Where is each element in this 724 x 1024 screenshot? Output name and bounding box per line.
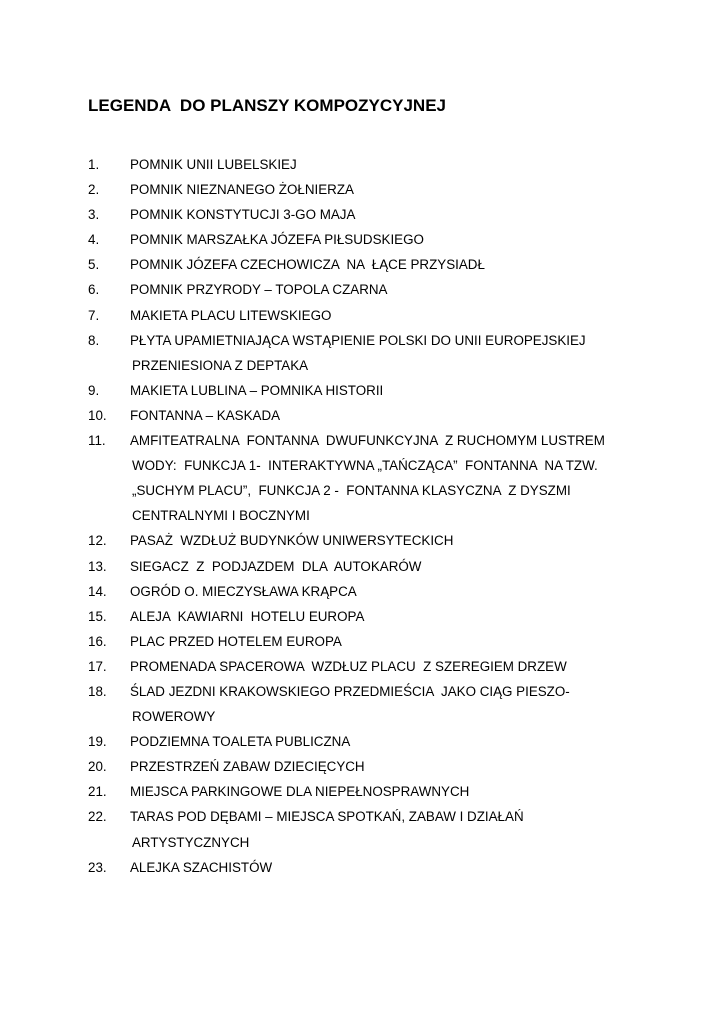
legend-item-text bbox=[130, 428, 688, 528]
legend-item-text bbox=[130, 227, 688, 252]
legend-item-text bbox=[130, 855, 688, 880]
legend-item-text bbox=[130, 328, 688, 378]
legend-item-number: 6. bbox=[88, 282, 100, 298]
legend-item-number: 5. bbox=[88, 257, 100, 273]
legend-item-line: ŚLAD JEZDNI KRAKOWSKIEGO PRZEDMIEŚCIA JAKO CIĄG PIESZO- bbox=[130, 683, 570, 699]
legend-item-line: POMNIK PRZYRODY – TOPOLA CZARNA bbox=[130, 282, 388, 298]
legend-item bbox=[88, 679, 688, 729]
legend-item-line: PASAŻ WZDŁUŻ BUDYNKÓW UNIWERSYTECKICH bbox=[130, 533, 454, 549]
legend-item-number: 19. bbox=[88, 734, 107, 750]
legend-item-line: SIEGACZ Z PODJAZDEM DLA AUTOKARÓW bbox=[130, 558, 422, 574]
legend-item-line: ALEJA KAWIARNI HOTELU EUROPA bbox=[130, 608, 365, 624]
legend-item bbox=[88, 729, 688, 754]
legend-item-text bbox=[130, 629, 688, 654]
legend-item-line: PROMENADA SPACEROWA WZDŁUZ PLACU Z SZEREGIEM DRZEW bbox=[130, 658, 567, 674]
legend-item-text bbox=[130, 554, 688, 579]
legend-item-text bbox=[130, 654, 688, 679]
legend-item-line: PODZIEMNA TOALETA PUBLICZNA bbox=[130, 734, 351, 750]
legend-item bbox=[88, 604, 688, 629]
legend-item bbox=[88, 403, 688, 428]
legend-item-text bbox=[130, 403, 688, 428]
legend-item bbox=[88, 152, 688, 177]
legend-item-number: 1. bbox=[88, 157, 100, 172]
legend-item bbox=[88, 629, 688, 654]
legend-item-line: WODY: FUNKCJA 1- INTERAKTYWNA „TAŃCZĄCA” FONTANNA NA TZW. bbox=[132, 458, 598, 474]
legend-item-line: FONTANNA – KASKADA bbox=[130, 407, 281, 423]
legend-item-text bbox=[130, 579, 688, 604]
legend-item-line: POMNIK JÓZEFA CZECHOWICZA NA ŁĄCE PRZYSIADŁ bbox=[130, 257, 485, 273]
legend-item-number: 21. bbox=[88, 784, 107, 800]
legend-item-text bbox=[130, 177, 688, 202]
legend-item-number: 3. bbox=[88, 207, 100, 223]
legend-item-line: PLAC PRZED HOTELEM EUROPA bbox=[130, 633, 342, 649]
legend-item bbox=[88, 855, 688, 880]
legend-item-line: POMNIK MARSZAŁKA JÓZEFA PIŁSUDSKIEGO bbox=[130, 232, 424, 248]
legend-item-text bbox=[130, 202, 688, 227]
legend-item-line: AMFITEATRALNA FONTANNA DWUFUNKCYJNA Z RUCHOMYM LUSTREM bbox=[130, 433, 605, 449]
legend-item-line: CENTRALNYMI I BOCZNYMI bbox=[132, 508, 310, 524]
legend-item-text bbox=[130, 252, 688, 277]
legend-item bbox=[88, 252, 688, 277]
legend-item bbox=[88, 779, 688, 804]
legend-item-number: 23. bbox=[88, 859, 107, 875]
legend-item-text bbox=[130, 277, 688, 302]
legend-item-number: 7. bbox=[88, 307, 100, 323]
legend-item-text bbox=[130, 679, 688, 729]
legend-item-line: ARTYSTYCZNYCH bbox=[132, 834, 250, 850]
legend-item bbox=[88, 328, 688, 378]
legend-item-number: 12. bbox=[88, 533, 107, 549]
legend-item-number: 2. bbox=[88, 182, 100, 198]
legend-item bbox=[88, 554, 688, 579]
legend-item bbox=[88, 303, 688, 328]
legend-item-line: PRZENIESIONA Z DEPTAKA bbox=[132, 357, 309, 373]
legend-item bbox=[88, 428, 688, 528]
legend-item bbox=[88, 579, 688, 604]
legend-item-line: OGRÓD O. MIECZYSŁAWA KRĄPCA bbox=[130, 583, 357, 599]
legend-item-number: 10. bbox=[88, 407, 107, 423]
legend-item-line: MAKIETA LUBLINA – POMNIKA HISTORII bbox=[130, 382, 384, 398]
legend-item-text bbox=[130, 528, 688, 553]
legend-item-text bbox=[130, 804, 688, 854]
legend-item bbox=[88, 227, 688, 252]
legend-item bbox=[88, 202, 688, 227]
legend-item-number: 22. bbox=[88, 809, 107, 825]
legend-item-line: POMNIK NIEZNANEGO ŻOŁNIERZA bbox=[130, 182, 354, 198]
legend-item-text bbox=[130, 729, 688, 754]
legend-item-number: 17. bbox=[88, 658, 107, 674]
legend-item-text bbox=[130, 604, 688, 629]
legend-item-text bbox=[130, 779, 688, 804]
legend-item-number: 11. bbox=[88, 433, 106, 449]
legend-item bbox=[88, 378, 688, 403]
legend-item-line: PŁYTA UPAMIETNIAJĄCA WSTĄPIENIE POLSKI DO UNII EUROPEJSKIEJ bbox=[130, 332, 586, 348]
legend-item-number: 18. bbox=[88, 683, 107, 699]
legend-item-line: PRZESTRZEŃ ZABAW DZIECIĘCYCH bbox=[130, 759, 365, 775]
legend-item-number: 14. bbox=[88, 583, 107, 599]
legend-item-line: ALEJKA SZACHISTÓW bbox=[130, 859, 273, 875]
legend-item-text bbox=[130, 378, 688, 403]
legend-item bbox=[88, 277, 688, 302]
legend-item-line: POMNIK KONSTYTUCJI 3-GO MAJA bbox=[130, 207, 356, 223]
legend-item-line: MIEJSCA PARKINGOWE DLA NIEPEŁNOSPRAWNYCH bbox=[130, 784, 470, 800]
legend-item-line: ROWEROWY bbox=[132, 709, 216, 725]
legend-item-text bbox=[130, 754, 688, 779]
legend-item-text bbox=[130, 303, 688, 328]
legend-item-number: 16. bbox=[88, 633, 107, 649]
legend-item-text bbox=[130, 152, 688, 177]
legend-item-line: MAKIETA PLACU LITEWSKIEGO bbox=[130, 307, 332, 323]
legend-item bbox=[88, 528, 688, 553]
legend-item bbox=[88, 804, 688, 854]
legend-item-number: 8. bbox=[88, 332, 100, 348]
legend-item bbox=[88, 754, 688, 779]
legend-item-number: 15. bbox=[88, 608, 107, 624]
legend-list bbox=[88, 152, 688, 880]
legend-item-line: POMNIK UNII LUBELSKIEJ bbox=[130, 157, 297, 172]
legend-item-line: „SUCHYM PLACU”, FUNKCJA 2 - FONTANNA KLASYCZNA Z DYSZMI bbox=[132, 483, 571, 499]
document-title: LEGENDA DO PLANSZY KOMPOZYCYJNEJ bbox=[88, 96, 446, 115]
legend-item-line: TARAS POD DĘBAMI – MIEJSCA SPOTKAŃ, ZABAW I DZIAŁAŃ bbox=[130, 809, 524, 825]
legend-item-number: 13. bbox=[88, 558, 107, 574]
legend-item-number: 4. bbox=[88, 232, 100, 248]
legend-item-number: 9. bbox=[88, 382, 100, 398]
legend-item bbox=[88, 177, 688, 202]
legend-item bbox=[88, 654, 688, 679]
legend-item-number: 20. bbox=[88, 759, 107, 775]
